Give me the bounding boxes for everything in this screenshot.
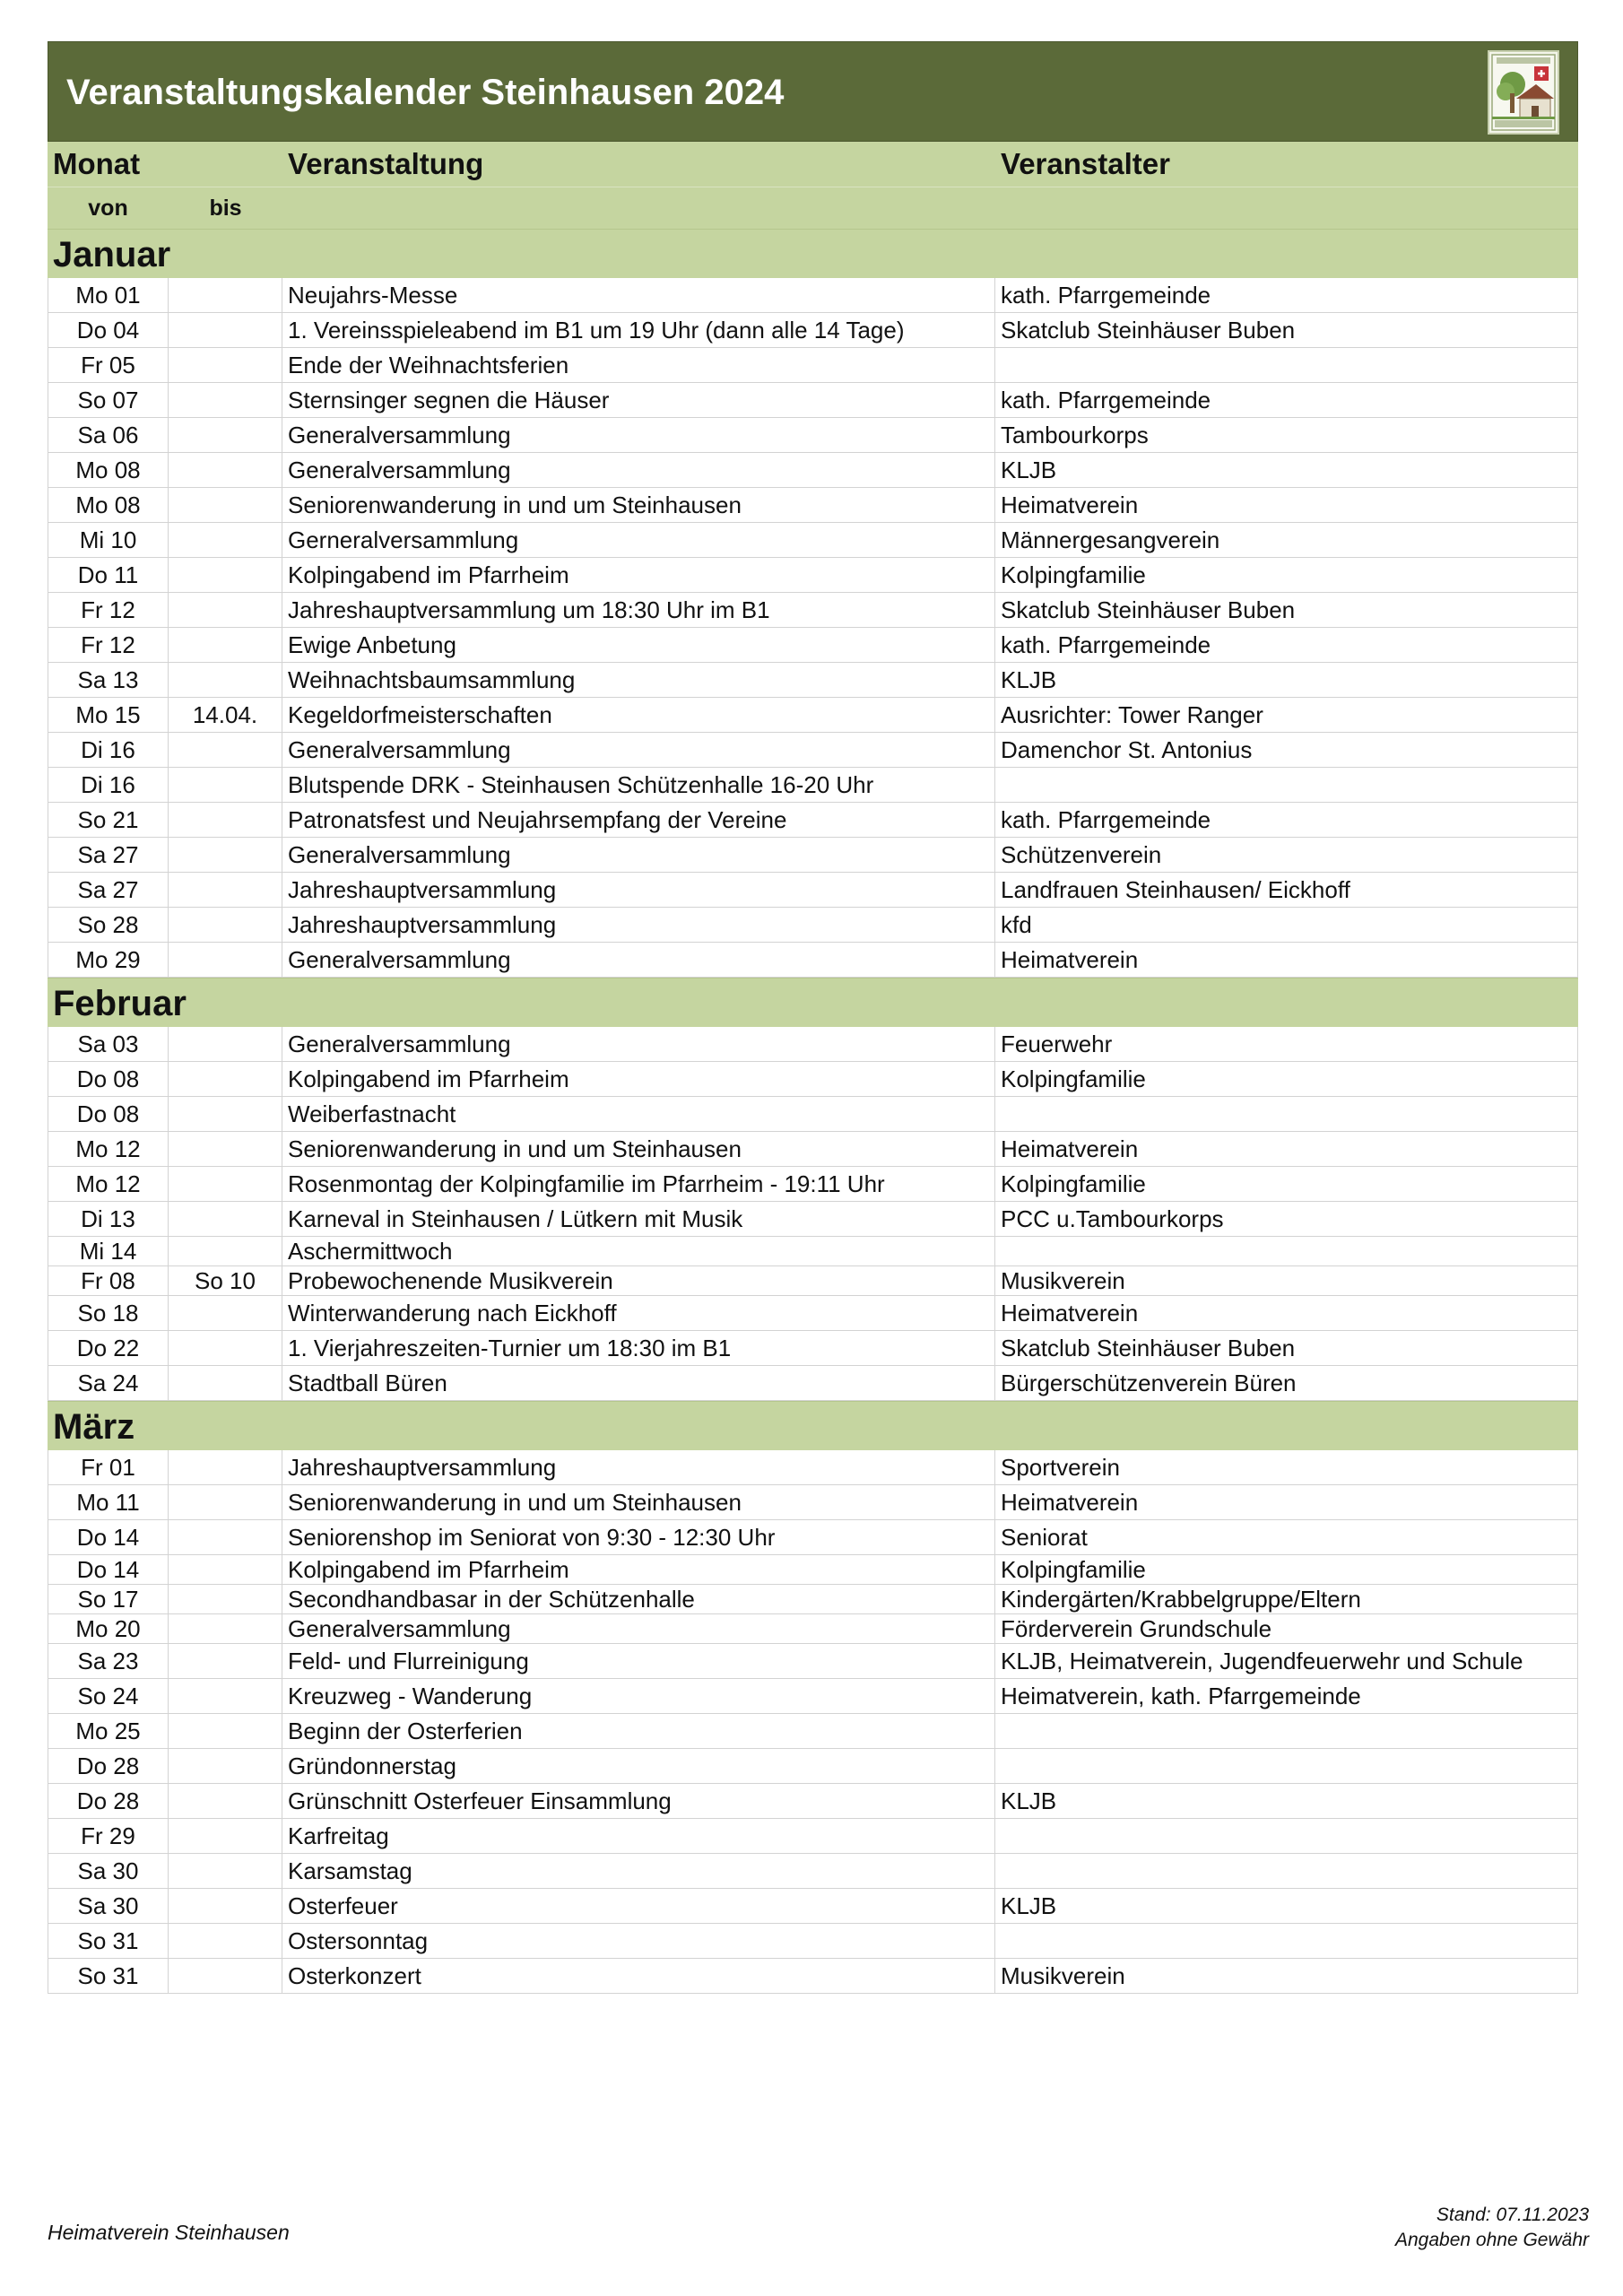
table-row xyxy=(48,383,1578,418)
date-to xyxy=(169,1585,282,1614)
table-row xyxy=(48,418,1578,453)
date-to xyxy=(169,313,282,348)
date-to xyxy=(169,348,282,383)
date-to xyxy=(169,768,282,803)
event-name: Kegeldorfmeisterschaften xyxy=(282,698,995,733)
table-row xyxy=(48,453,1578,488)
table-row xyxy=(48,1485,1578,1520)
event-name: Kreuzweg - Wanderung xyxy=(282,1679,995,1714)
organizer: Sportverein xyxy=(995,1450,1578,1485)
event-name: Osterkonzert xyxy=(282,1959,995,1994)
table-row xyxy=(48,943,1578,978)
date-to xyxy=(169,1027,282,1062)
date-from: Do 08 xyxy=(48,1062,169,1097)
date-to xyxy=(169,628,282,663)
date-to xyxy=(169,1614,282,1644)
date-from: Mo 11 xyxy=(48,1485,169,1520)
organizer: Heimatverein, kath. Pfarrgemeinde xyxy=(995,1679,1578,1714)
table-row xyxy=(48,1450,1578,1485)
date-to xyxy=(169,488,282,523)
date-to xyxy=(169,1924,282,1959)
date-to xyxy=(169,383,282,418)
organizer xyxy=(995,348,1578,383)
date-to: 14.04. xyxy=(169,698,282,733)
footer-meta xyxy=(1395,2203,1589,2253)
date-from: Fr 29 xyxy=(48,1819,169,1854)
date-from: So 18 xyxy=(48,1296,169,1331)
organizer: Heimatverein xyxy=(995,943,1578,978)
table-row xyxy=(48,873,1578,908)
organizer: Heimatverein xyxy=(995,1485,1578,1520)
date-to xyxy=(169,1714,282,1749)
event-name: Generalversammlung xyxy=(282,418,995,453)
event-name: Blutspende DRK - Steinhausen Schützenhalle 16-20 Uhr xyxy=(282,768,995,803)
event-name: Weiberfastnacht xyxy=(282,1097,995,1132)
event-name: Rosenmontag der Kolpingfamilie im Pfarrheim - 19:11 Uhr xyxy=(282,1167,995,1202)
date-from: Do 04 xyxy=(48,313,169,348)
table-row xyxy=(48,1097,1578,1132)
event-name: Seniorenwanderung in und um Steinhausen xyxy=(282,1485,995,1520)
event-name: Kolpingabend im Pfarrheim xyxy=(282,1062,995,1097)
organizer: kath. Pfarrgemeinde xyxy=(995,278,1578,313)
event-name: Ewige Anbetung xyxy=(282,628,995,663)
organizer: Skatclub Steinhäuser Buben xyxy=(995,593,1578,628)
date-from: Mo 20 xyxy=(48,1614,169,1644)
calendar-body xyxy=(48,229,1578,1994)
organizer: KLJB xyxy=(995,1784,1578,1819)
table-row xyxy=(48,1331,1578,1366)
table-row xyxy=(48,663,1578,698)
table-row xyxy=(48,1366,1578,1401)
organizer: KLJB, Heimatverein, Jugendfeuerwehr und Schule xyxy=(995,1644,1578,1679)
date-from: Mi 14 xyxy=(48,1237,169,1266)
event-name: Jahreshauptversammlung um 18:30 Uhr im B1 xyxy=(282,593,995,628)
date-from: Sa 03 xyxy=(48,1027,169,1062)
date-to xyxy=(169,873,282,908)
date-to xyxy=(169,1062,282,1097)
organizer: kath. Pfarrgemeinde xyxy=(995,628,1578,663)
date-to xyxy=(169,1167,282,1202)
date-from: Do 11 xyxy=(48,558,169,593)
date-from: Do 14 xyxy=(48,1555,169,1585)
table-row xyxy=(48,1520,1578,1555)
date-from: Do 28 xyxy=(48,1749,169,1784)
date-from: So 31 xyxy=(48,1924,169,1959)
event-name: Gerneralversammlung xyxy=(282,523,995,558)
organizer: Kolpingfamilie xyxy=(995,1167,1578,1202)
subheader-to: bis xyxy=(209,196,242,221)
organizer xyxy=(995,1749,1578,1784)
column-subheader-row xyxy=(48,187,1578,229)
event-name: Feld- und Flurreinigung xyxy=(282,1644,995,1679)
footer-publisher: Heimatverein Steinhausen xyxy=(48,2221,290,2244)
date-to xyxy=(169,1097,282,1132)
event-name: Ostersonntag xyxy=(282,1924,995,1959)
date-from: So 21 xyxy=(48,803,169,838)
date-from: Mo 12 xyxy=(48,1132,169,1167)
organizer: Heimatverein xyxy=(995,1132,1578,1167)
table-row xyxy=(48,1202,1578,1237)
date-to xyxy=(169,803,282,838)
organizer: Damenchor St. Antonius xyxy=(995,733,1578,768)
organizer: PCC u.Tambourkorps xyxy=(995,1202,1578,1237)
date-to xyxy=(169,908,282,943)
date-from: Do 08 xyxy=(48,1097,169,1132)
event-name: Winterwanderung nach Eickhoff xyxy=(282,1296,995,1331)
organizer: kath. Pfarrgemeinde xyxy=(995,383,1578,418)
date-to xyxy=(169,593,282,628)
date-from: Sa 27 xyxy=(48,838,169,873)
table-row xyxy=(48,1749,1578,1784)
event-name: Secondhandbasar in der Schützenhalle xyxy=(282,1585,995,1614)
date-from: Sa 13 xyxy=(48,663,169,698)
date-to xyxy=(169,523,282,558)
date-to xyxy=(169,1331,282,1366)
organizer: KLJB xyxy=(995,453,1578,488)
date-to xyxy=(169,1644,282,1679)
table-row xyxy=(48,1027,1578,1062)
date-from: Sa 27 xyxy=(48,873,169,908)
table-row xyxy=(48,628,1578,663)
date-from: Mo 08 xyxy=(48,488,169,523)
organizer: Feuerwehr xyxy=(995,1027,1578,1062)
organizer: Schützenverein xyxy=(995,838,1578,873)
column-header-month: Monat xyxy=(53,147,141,180)
date-from: Fr 01 xyxy=(48,1450,169,1485)
date-to xyxy=(169,1854,282,1889)
event-name: Grünschnitt Osterfeuer Einsammlung xyxy=(282,1784,995,1819)
table-row xyxy=(48,803,1578,838)
event-name: Jahreshauptversammlung xyxy=(282,873,995,908)
heimatverein-logo-icon xyxy=(1488,50,1559,135)
date-to xyxy=(169,418,282,453)
date-from: Di 16 xyxy=(48,733,169,768)
footer-stand: Stand: 07.11.2023 xyxy=(1436,2205,1589,2225)
date-to xyxy=(169,838,282,873)
date-to xyxy=(169,1679,282,1714)
table-row xyxy=(48,523,1578,558)
table-row xyxy=(48,1854,1578,1889)
date-from: Sa 23 xyxy=(48,1644,169,1679)
organizer: Kindergärten/Krabbelgruppe/Eltern xyxy=(995,1585,1578,1614)
table-row xyxy=(48,488,1578,523)
organizer xyxy=(995,1924,1578,1959)
table-row xyxy=(48,1237,1578,1266)
date-from: So 28 xyxy=(48,908,169,943)
organizer: Tambourkorps xyxy=(995,418,1578,453)
date-to xyxy=(169,1237,282,1266)
organizer xyxy=(995,1854,1578,1889)
table-row xyxy=(48,698,1578,733)
date-to xyxy=(169,1132,282,1167)
organizer: Bürgerschützenverein Büren xyxy=(995,1366,1578,1401)
date-to xyxy=(169,1450,282,1485)
date-from: Mo 12 xyxy=(48,1167,169,1202)
table-row xyxy=(48,733,1578,768)
event-name: Seniorenwanderung in und um Steinhausen xyxy=(282,488,995,523)
date-from: So 17 xyxy=(48,1585,169,1614)
organizer: kfd xyxy=(995,908,1578,943)
event-name: Neujahrs-Messe xyxy=(282,278,995,313)
organizer xyxy=(995,768,1578,803)
date-from: Fr 12 xyxy=(48,593,169,628)
table-row xyxy=(48,1679,1578,1714)
event-name: Jahreshauptversammlung xyxy=(282,1450,995,1485)
date-from: Sa 24 xyxy=(48,1366,169,1401)
table-row xyxy=(48,558,1578,593)
date-to: So 10 xyxy=(169,1266,282,1296)
event-name: Generalversammlung xyxy=(282,1027,995,1062)
table-row xyxy=(48,348,1578,383)
date-to xyxy=(169,1889,282,1924)
date-from: So 24 xyxy=(48,1679,169,1714)
event-name: Seniorenshop im Seniorat von 9:30 - 12:30 Uhr xyxy=(282,1520,995,1555)
event-name: Kolpingabend im Pfarrheim xyxy=(282,1555,995,1585)
organizer xyxy=(995,1237,1578,1266)
organizer: Heimatverein xyxy=(995,1296,1578,1331)
table-row xyxy=(48,1167,1578,1202)
date-to xyxy=(169,1366,282,1401)
date-to xyxy=(169,943,282,978)
organizer: KLJB xyxy=(995,1889,1578,1924)
event-name: Generalversammlung xyxy=(282,838,995,873)
date-from: Sa 30 xyxy=(48,1889,169,1924)
organizer: Skatclub Steinhäuser Buben xyxy=(995,1331,1578,1366)
subheader-spacer xyxy=(995,187,1578,229)
event-name: Seniorenwanderung in und um Steinhausen xyxy=(282,1132,995,1167)
date-from: So 31 xyxy=(48,1959,169,1994)
subheader-from: von xyxy=(88,196,128,221)
event-name: Osterfeuer xyxy=(282,1889,995,1924)
title-bar xyxy=(48,41,1578,142)
month-header: März xyxy=(48,1401,1578,1450)
table-row xyxy=(48,313,1578,348)
table-row xyxy=(48,1644,1578,1679)
event-name: Weihnachtsbaumsammlung xyxy=(282,663,995,698)
organizer: Heimatverein xyxy=(995,488,1578,523)
date-to xyxy=(169,558,282,593)
event-name: Karsamstag xyxy=(282,1854,995,1889)
organizer: Ausrichter: Tower Ranger xyxy=(995,698,1578,733)
event-name: Kolpingabend im Pfarrheim xyxy=(282,558,995,593)
event-name: Generalversammlung xyxy=(282,733,995,768)
date-from: Mo 29 xyxy=(48,943,169,978)
date-to xyxy=(169,1749,282,1784)
organizer: Kolpingfamilie xyxy=(995,1062,1578,1097)
date-to xyxy=(169,1555,282,1585)
date-to xyxy=(169,1819,282,1854)
event-name: Karfreitag xyxy=(282,1819,995,1854)
table-row xyxy=(48,278,1578,313)
date-from: Di 16 xyxy=(48,768,169,803)
subheader-spacer xyxy=(282,187,995,229)
date-from: So 07 xyxy=(48,383,169,418)
footer-disclaimer: Angaben ohne Gewähr xyxy=(1395,2230,1589,2250)
organizer: Kolpingfamilie xyxy=(995,558,1578,593)
month-header: Januar xyxy=(48,229,1578,278)
table-row xyxy=(48,1062,1578,1097)
table-row xyxy=(48,1266,1578,1296)
organizer: Musikverein xyxy=(995,1959,1578,1994)
event-name: Karneval in Steinhausen / Lütkern mit Musik xyxy=(282,1202,995,1237)
table-row xyxy=(48,1132,1578,1167)
page-title: Veranstaltungskalender Steinhausen 2024 xyxy=(66,73,785,112)
table-row xyxy=(48,1784,1578,1819)
event-name: Stadtball Büren xyxy=(282,1366,995,1401)
table-row xyxy=(48,1585,1578,1614)
event-name: 1. Vereinsspieleabend im B1 um 19 Uhr (dann alle 14 Tage) xyxy=(282,313,995,348)
event-name: Generalversammlung xyxy=(282,1614,995,1644)
event-name: Generalversammlung xyxy=(282,453,995,488)
organizer xyxy=(995,1097,1578,1132)
date-to xyxy=(169,663,282,698)
date-from: Do 14 xyxy=(48,1520,169,1555)
organizer: Förderverein Grundschule xyxy=(995,1614,1578,1644)
date-from: Mo 08 xyxy=(48,453,169,488)
organizer: Kolpingfamilie xyxy=(995,1555,1578,1585)
date-to xyxy=(169,278,282,313)
date-to xyxy=(169,1959,282,1994)
organizer: Seniorat xyxy=(995,1520,1578,1555)
date-to xyxy=(169,1485,282,1520)
organizer: Musikverein xyxy=(995,1266,1578,1296)
table-row xyxy=(48,1924,1578,1959)
date-to xyxy=(169,1296,282,1331)
table-row xyxy=(48,1889,1578,1924)
date-from: Fr 08 xyxy=(48,1266,169,1296)
calendar-sheet xyxy=(48,41,1578,1994)
column-header-event: Veranstaltung xyxy=(288,147,484,180)
date-from: Mo 25 xyxy=(48,1714,169,1749)
organizer xyxy=(995,1714,1578,1749)
table-row xyxy=(48,593,1578,628)
event-name: Ende der Weihnachtsferien xyxy=(282,348,995,383)
event-name: Probewochenende Musikverein xyxy=(282,1266,995,1296)
date-from: Mo 01 xyxy=(48,278,169,313)
column-header-row xyxy=(48,142,1578,187)
event-name: Jahreshauptversammlung xyxy=(282,908,995,943)
date-from: Do 28 xyxy=(48,1784,169,1819)
month-header: Februar xyxy=(48,978,1578,1027)
table-row xyxy=(48,1959,1578,1994)
organizer: Skatclub Steinhäuser Buben xyxy=(995,313,1578,348)
event-name: Gründonnerstag xyxy=(282,1749,995,1784)
date-to xyxy=(169,453,282,488)
organizer: KLJB xyxy=(995,663,1578,698)
organizer: kath. Pfarrgemeinde xyxy=(995,803,1578,838)
date-from: Mo 15 xyxy=(48,698,169,733)
column-header-organizer: Veranstalter xyxy=(1001,147,1170,180)
table-row xyxy=(48,838,1578,873)
date-to xyxy=(169,1520,282,1555)
date-from: Fr 05 xyxy=(48,348,169,383)
date-from: Di 13 xyxy=(48,1202,169,1237)
organizer xyxy=(995,1819,1578,1854)
date-to xyxy=(169,1784,282,1819)
event-name: Beginn der Osterferien xyxy=(282,1714,995,1749)
table-row xyxy=(48,1614,1578,1644)
event-name: Generalversammlung xyxy=(282,943,995,978)
date-from: Mi 10 xyxy=(48,523,169,558)
date-from: Fr 12 xyxy=(48,628,169,663)
table-row xyxy=(48,1714,1578,1749)
date-from: Sa 06 xyxy=(48,418,169,453)
table-row xyxy=(48,1819,1578,1854)
date-from: Sa 30 xyxy=(48,1854,169,1889)
event-name: Aschermittwoch xyxy=(282,1237,995,1266)
event-name: Sternsinger segnen die Häuser xyxy=(282,383,995,418)
table-row xyxy=(48,908,1578,943)
date-from: Do 22 xyxy=(48,1331,169,1366)
event-name: 1. Vierjahreszeiten-Turnier um 18:30 im B1 xyxy=(282,1331,995,1366)
date-to xyxy=(169,1202,282,1237)
date-to xyxy=(169,733,282,768)
organizer: Landfrauen Steinhausen/ Eickhoff xyxy=(995,873,1578,908)
event-name: Patronatsfest und Neujahrsempfang der Vereine xyxy=(282,803,995,838)
table-row xyxy=(48,1296,1578,1331)
table-row xyxy=(48,768,1578,803)
organizer: Männergesangverein xyxy=(995,523,1578,558)
table-row xyxy=(48,1555,1578,1585)
